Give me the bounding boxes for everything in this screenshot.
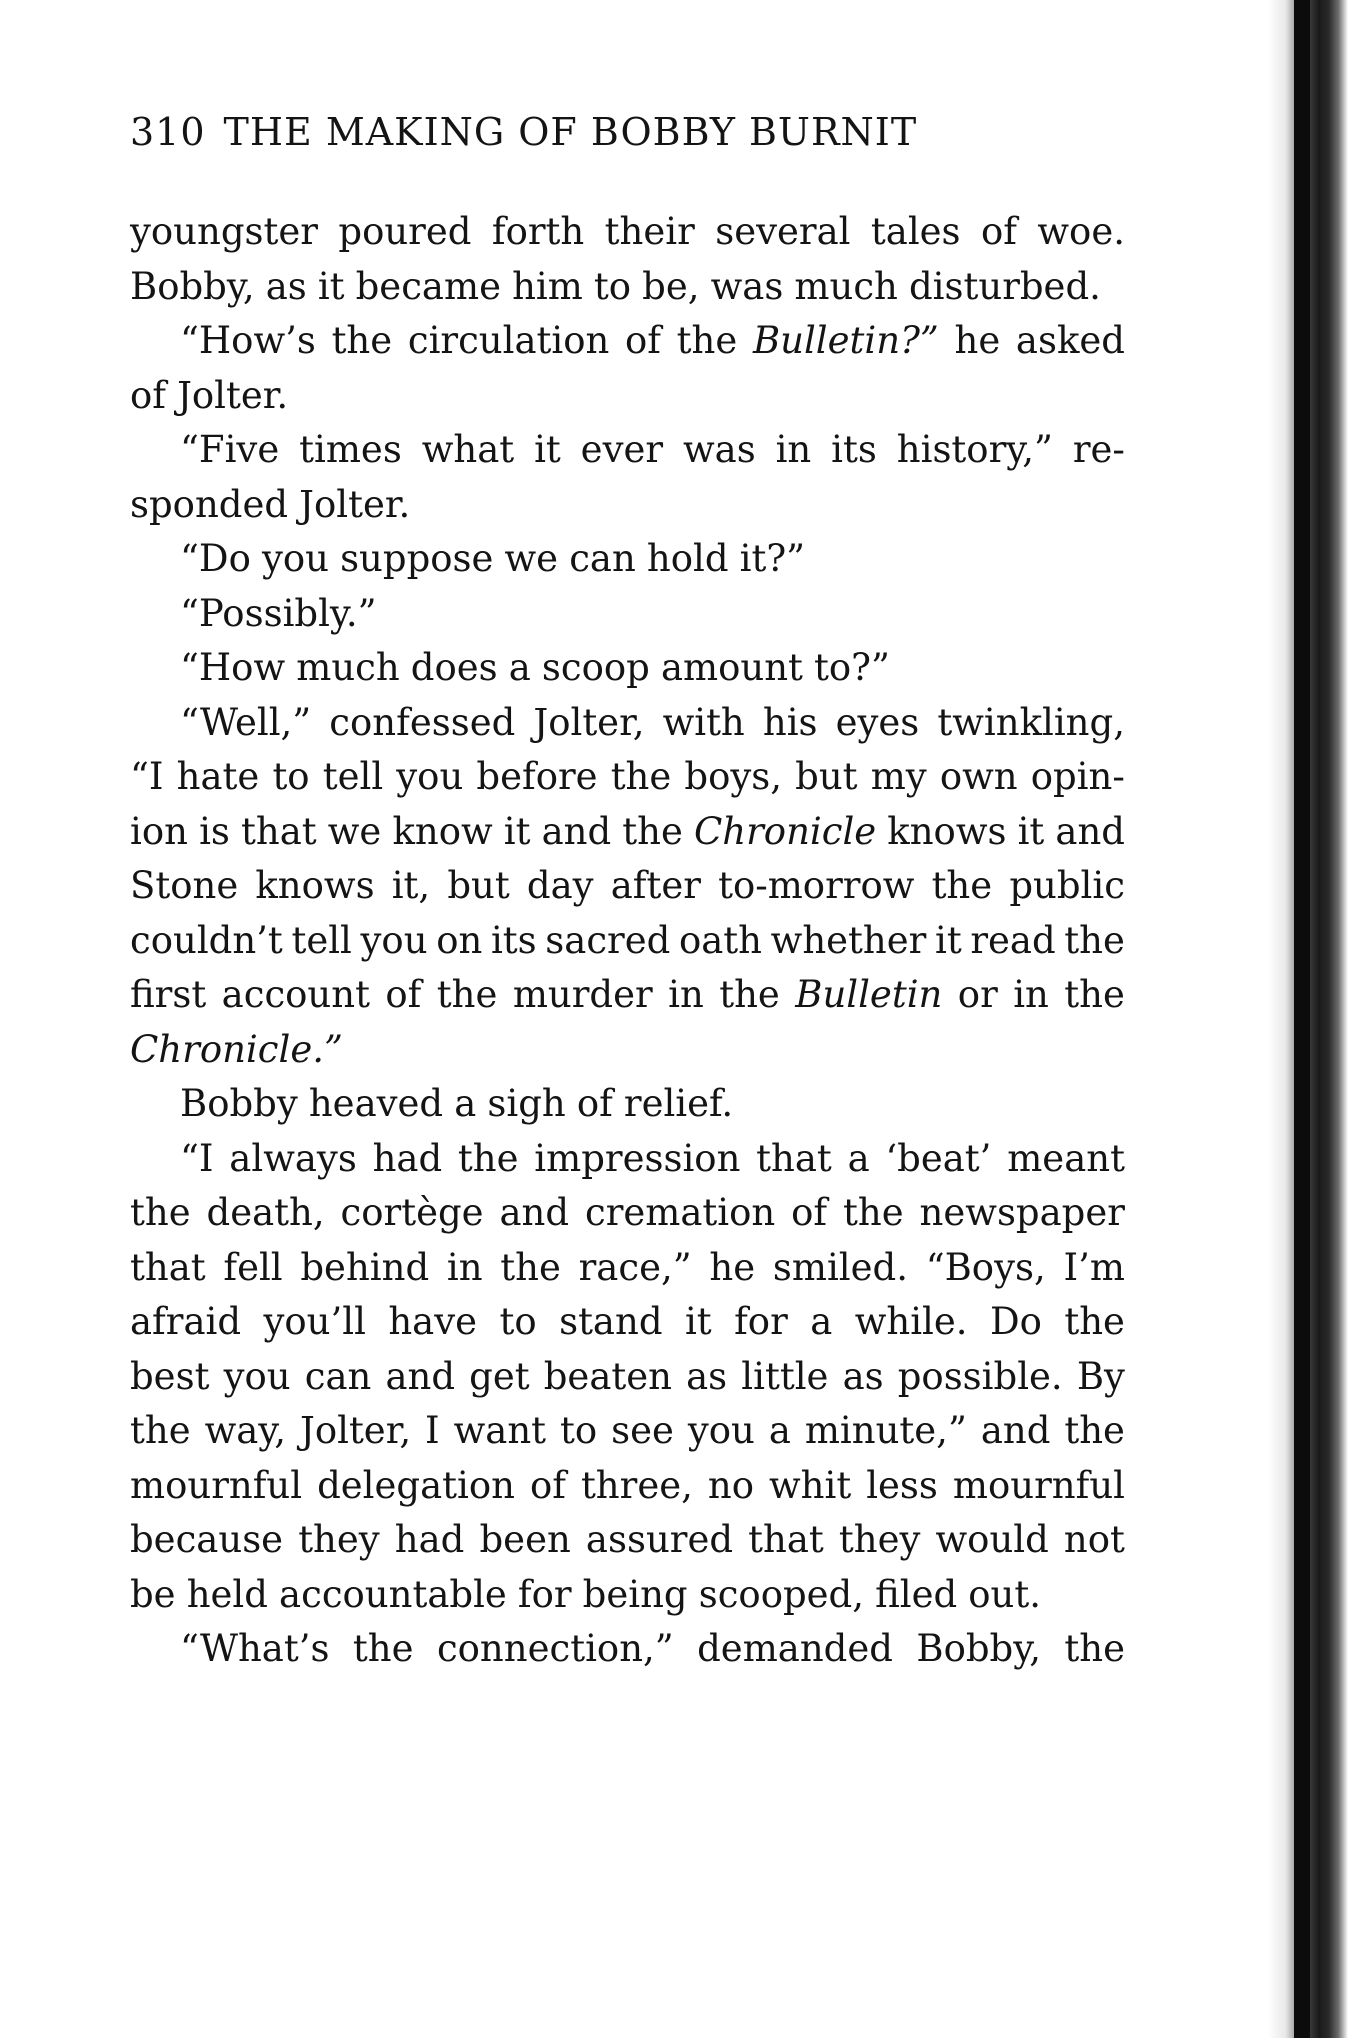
word: for (517, 1572, 572, 1616)
word: the (500, 1245, 561, 1289)
word: it (684, 1300, 712, 1343)
word: behind (300, 1245, 430, 1289)
word: his (762, 700, 818, 744)
word: boys, (684, 755, 783, 798)
word: heaved (308, 1082, 444, 1125)
word: Bobby (180, 1082, 298, 1125)
word: and (499, 1191, 570, 1234)
word: ever (580, 428, 664, 471)
word: relief. (623, 1082, 734, 1125)
word: a (454, 1082, 477, 1125)
book-binding-edge (1294, 0, 1310, 2038)
running-header (130, 110, 1130, 154)
word: not (1063, 1518, 1125, 1561)
word: know (392, 809, 493, 853)
word: we (504, 537, 559, 580)
text-line (130, 1241, 1125, 1296)
word: but (795, 755, 858, 798)
word: was (682, 428, 756, 471)
word: the (610, 755, 672, 798)
word: the (676, 319, 738, 362)
word: of (130, 373, 166, 417)
word: circulation (407, 319, 610, 362)
word: three, (580, 1463, 693, 1507)
word: get (469, 1354, 530, 1398)
body-text (130, 205, 1125, 1677)
text-line (130, 314, 1125, 369)
word: to (499, 1300, 537, 1343)
word: that (748, 1518, 824, 1561)
word: the (931, 864, 993, 907)
word: whether (770, 918, 927, 962)
word: amount (660, 646, 803, 689)
word: we (327, 809, 382, 853)
word: oath (678, 918, 763, 962)
word: twinkling, (937, 700, 1125, 744)
word: be (130, 1572, 176, 1616)
word: the (1064, 1627, 1125, 1670)
word: the (1064, 918, 1125, 962)
word: cremation (584, 1191, 776, 1234)
word: Jolter, (300, 1409, 412, 1452)
word: in (775, 428, 812, 471)
word: couldn’t (130, 918, 283, 962)
word: connection,” (436, 1627, 674, 1670)
word: youngster (130, 210, 318, 253)
word: “How’s (180, 319, 316, 362)
word: ‘beat’ (885, 1136, 992, 1180)
word: in (668, 973, 704, 1016)
word: Jolter. (299, 482, 411, 526)
word: afraid (130, 1300, 242, 1343)
word: does (410, 646, 498, 689)
word: the (1064, 1409, 1125, 1452)
word: you (687, 1409, 755, 1452)
word: opin- (1030, 755, 1125, 798)
word: became (355, 264, 501, 308)
word: minute,” (804, 1409, 967, 1452)
word: assured (585, 1518, 734, 1561)
word: asked (1015, 319, 1125, 362)
word: Bulletin?” (752, 319, 939, 362)
word: re- (1072, 428, 1125, 471)
text-line (130, 914, 1125, 969)
word: stand (559, 1300, 663, 1343)
word: can (304, 1354, 372, 1398)
word: “What’s (180, 1627, 330, 1670)
word: scooped, (698, 1572, 864, 1616)
text-line (130, 1404, 1125, 1459)
word: Jolter, (533, 700, 645, 744)
word: possible. (897, 1354, 1063, 1398)
word: much (296, 646, 400, 689)
word: because (130, 1518, 284, 1561)
word: it (317, 264, 345, 308)
word: history,” (896, 428, 1053, 471)
word: poured (338, 210, 472, 253)
word: it?” (739, 537, 806, 580)
text-line (130, 859, 1125, 914)
text-line (130, 1350, 1125, 1405)
word: filed (875, 1572, 958, 1616)
word: of (791, 1191, 828, 1234)
word: the (1064, 973, 1125, 1016)
word: he (954, 319, 1001, 362)
word: held (186, 1572, 268, 1616)
word: mournful (130, 1463, 303, 1507)
word: smiled. (772, 1245, 908, 1289)
word: as (265, 264, 307, 308)
text-line (130, 696, 1125, 751)
word: beaten (543, 1354, 672, 1398)
word: Jolter. (177, 373, 289, 417)
word: murder (512, 973, 653, 1016)
word: little (741, 1354, 829, 1398)
word: while. (854, 1300, 968, 1343)
word: and (541, 809, 612, 853)
word: the (719, 973, 780, 1016)
word: confessed (329, 700, 516, 744)
word: the (436, 973, 498, 1016)
text-line (130, 1077, 1125, 1132)
word: day (526, 864, 594, 907)
word: impression (534, 1136, 741, 1180)
word: no (707, 1463, 754, 1507)
word: him (512, 264, 583, 308)
word: its (490, 918, 537, 962)
word: I (425, 1409, 440, 1452)
word: what (421, 428, 515, 471)
word: see (611, 1409, 674, 1452)
word: they (838, 1518, 921, 1561)
word: I’m (1063, 1245, 1125, 1289)
word: you’ll (263, 1300, 366, 1343)
word: was (710, 264, 784, 308)
word: “Well,” (180, 700, 312, 744)
word: eyes (835, 700, 920, 744)
text-line (130, 532, 1125, 587)
word: “Possibly.” (180, 591, 377, 635)
text-line (130, 750, 1125, 805)
word: newspaper (919, 1191, 1125, 1234)
word: “I (130, 755, 164, 798)
word: much (794, 264, 898, 308)
word: Chronicle (693, 809, 877, 853)
word: of (576, 1082, 613, 1125)
word: Chronicle.” (130, 1027, 343, 1071)
word: to (593, 264, 632, 308)
word: death, (206, 1191, 325, 1234)
word: out. (968, 1572, 1042, 1616)
text-line (130, 641, 1125, 696)
word: you (360, 918, 428, 962)
text-line (130, 1622, 1125, 1677)
word: a (768, 1409, 791, 1452)
word: be, (642, 264, 700, 308)
word: fell (223, 1245, 283, 1289)
word: want (453, 1409, 547, 1452)
text-line (130, 587, 1125, 642)
word: disturbed. (908, 264, 1101, 308)
word: demanded (697, 1627, 893, 1670)
word: “Do (180, 537, 251, 580)
word: the (130, 1409, 191, 1452)
running-title: THE MAKING OF BOBBY BURNIT (223, 110, 918, 154)
word: and (980, 1409, 1051, 1452)
word: being (582, 1572, 688, 1616)
word: Bobby, (916, 1627, 1041, 1670)
word: is (199, 809, 230, 853)
word: in (446, 1245, 483, 1289)
word: the (130, 1191, 191, 1234)
word: own (939, 755, 1018, 798)
text-line (130, 478, 1125, 533)
text-line (130, 1132, 1125, 1187)
word: race,” (578, 1245, 692, 1289)
word: you (223, 1354, 291, 1398)
word: it (934, 918, 962, 962)
word: forth (491, 210, 585, 253)
word: “Boys, (925, 1245, 1046, 1289)
word: read (970, 918, 1056, 962)
word: the (1064, 1300, 1125, 1343)
word: delegation (317, 1463, 515, 1507)
word: Do (989, 1300, 1042, 1343)
word: have (388, 1300, 478, 1343)
word: of (980, 210, 1017, 253)
word: accountable (279, 1572, 507, 1616)
word: always (229, 1136, 357, 1180)
word: as (686, 1354, 728, 1398)
text-line (130, 1186, 1125, 1241)
word: my (870, 755, 927, 798)
word: a (508, 646, 531, 689)
word: to (272, 755, 310, 798)
word: the (843, 1191, 904, 1234)
text-line (130, 805, 1125, 860)
word: of (625, 319, 661, 362)
word: in (1013, 973, 1049, 1016)
word: they (298, 1518, 380, 1561)
word: or (957, 973, 998, 1016)
word: sponded (130, 482, 289, 526)
word: it (534, 428, 561, 471)
word: knows (887, 809, 1007, 853)
word: a (847, 1136, 870, 1180)
word: for (734, 1300, 788, 1343)
word: to (560, 1409, 598, 1452)
word: that (756, 1136, 832, 1180)
page-number: 310 (130, 110, 206, 154)
word: Bulletin (795, 973, 943, 1016)
text-line (130, 369, 1125, 424)
word: to-morrow (718, 864, 915, 907)
word: By (1076, 1354, 1125, 1398)
word: meant (1007, 1136, 1125, 1180)
word: it, (391, 864, 431, 907)
text-line (130, 1513, 1125, 1568)
word: mournful (952, 1463, 1125, 1507)
word: on (436, 918, 483, 962)
word: ion (130, 809, 188, 853)
word: been (479, 1518, 571, 1561)
word: “How (180, 646, 286, 689)
word: the (352, 1627, 414, 1670)
word: to?” (814, 646, 890, 689)
word: with (662, 700, 745, 744)
word: had (394, 1518, 465, 1561)
word: way, (204, 1409, 287, 1452)
word: hate (176, 755, 260, 798)
text-line (130, 260, 1125, 315)
word: it (503, 809, 531, 853)
word: woe. (1037, 210, 1125, 253)
text-line (130, 205, 1125, 260)
word: Stone (130, 864, 239, 907)
word: public (1009, 864, 1125, 907)
word: account (221, 973, 370, 1016)
word: and (1055, 809, 1125, 853)
word: of (385, 973, 422, 1016)
word: several (715, 210, 851, 253)
word: tell (291, 918, 352, 962)
word: the (622, 809, 683, 853)
word: hold (646, 537, 729, 580)
word: scoop (541, 646, 650, 689)
word: had (372, 1136, 443, 1180)
word: their (604, 210, 695, 253)
word: cortège (340, 1191, 484, 1234)
text-line (130, 1459, 1125, 1514)
word: but (447, 864, 510, 907)
word: after (610, 864, 701, 907)
text-line (130, 1023, 1125, 1078)
word: tell (322, 755, 384, 798)
word: before (476, 755, 598, 798)
word: that (130, 1245, 206, 1289)
word: the (457, 1136, 519, 1180)
word: you (396, 755, 464, 798)
word: sacred (545, 918, 671, 962)
word: whit (769, 1463, 852, 1507)
word: times (299, 428, 402, 471)
text-line (130, 1568, 1125, 1623)
word: first (130, 973, 207, 1016)
word: best (130, 1354, 210, 1398)
word: tales (870, 210, 961, 253)
word: and (385, 1354, 456, 1398)
text-line (130, 1295, 1125, 1350)
word: of (529, 1463, 566, 1507)
word: it (1017, 809, 1045, 853)
word: a (810, 1300, 833, 1343)
word: suppose (340, 537, 494, 580)
text-line (130, 423, 1125, 478)
word: would (935, 1518, 1049, 1561)
word: he (709, 1245, 756, 1289)
word: its (831, 428, 877, 471)
word: the (331, 319, 393, 362)
text-line (130, 968, 1125, 1023)
word: knows (255, 864, 375, 907)
word: “Five (180, 428, 280, 471)
word: you (261, 537, 329, 580)
word: sigh (487, 1082, 566, 1125)
word: as (842, 1354, 884, 1398)
word: that (241, 809, 317, 853)
word: “I (180, 1136, 214, 1180)
word: can (569, 537, 636, 580)
word: less (866, 1463, 938, 1507)
word: Bobby, (130, 264, 255, 308)
